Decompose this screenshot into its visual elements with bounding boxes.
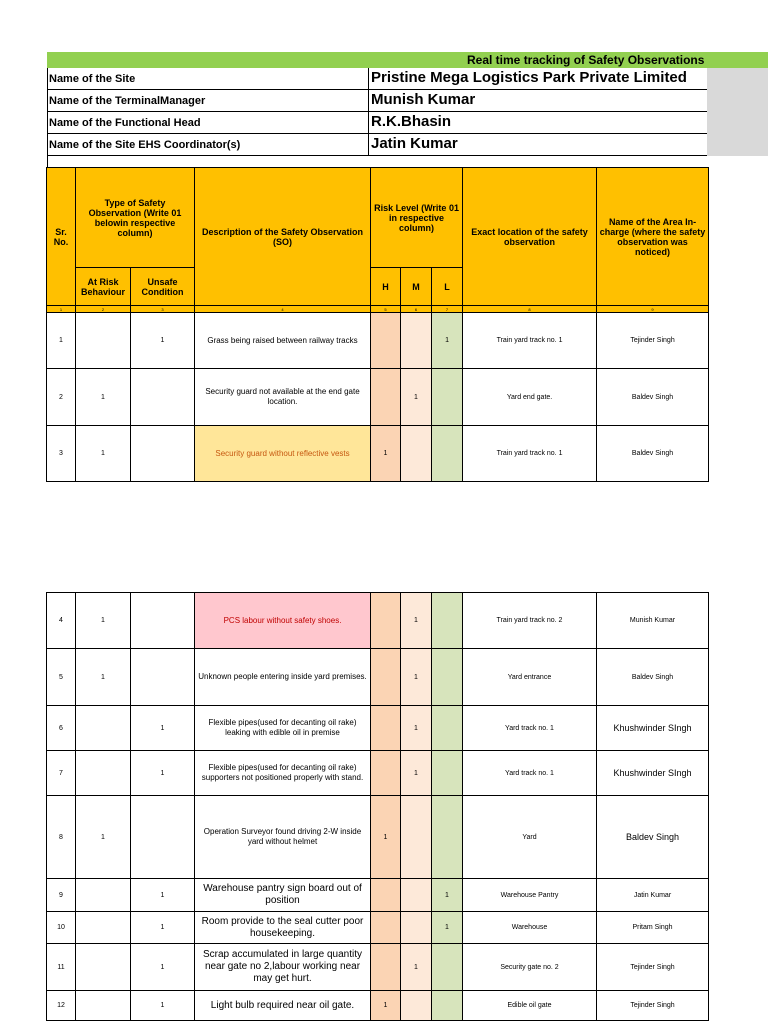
risk-l-cell [432, 426, 463, 482]
description-cell: Flexible pipes(used for decanting oil rake) supporters not positioned properly with stand. [195, 751, 371, 796]
at-risk-cell [76, 991, 131, 1021]
col-number: 5 [371, 306, 401, 313]
risk-h-cell [371, 593, 401, 649]
unsafe-cell [131, 593, 195, 649]
risk-l-cell: 1 [432, 912, 463, 944]
incharge-cell: Baldev Singh [597, 426, 709, 482]
risk-m-cell: 1 [401, 593, 432, 649]
risk-m-cell [401, 991, 432, 1021]
risk-h-cell [371, 879, 401, 912]
at-risk-cell [76, 706, 131, 751]
risk-l-cell [432, 751, 463, 796]
risk-l-cell: 1 [432, 879, 463, 912]
location-cell: Train yard track no. 2 [463, 593, 597, 649]
sr-no-cell: 4 [47, 593, 76, 649]
description-cell: Operation Surveyor found driving 2-W inside yard without helmet [195, 796, 371, 879]
risk-h-cell: 1 [371, 796, 401, 879]
location-cell: Security gate no. 2 [463, 944, 597, 991]
description-cell: Scrap accumulated in large quantity near gate no 2,labour working near may get hurt. [195, 944, 371, 991]
table-row [47, 593, 709, 649]
unsafe-cell [131, 796, 195, 879]
col-number: 3 [131, 306, 195, 313]
incharge-cell: Pritam Singh [597, 912, 709, 944]
at-risk-cell [76, 912, 131, 944]
table-row [47, 796, 709, 879]
col-number: 4 [195, 306, 371, 313]
at-risk-cell [76, 944, 131, 991]
risk-m-cell [401, 912, 432, 944]
sheet-title: Real time tracking of Safety Observations [467, 53, 705, 67]
at-risk-cell: 1 [76, 796, 131, 879]
risk-l-cell [432, 706, 463, 751]
risk-h-cell [371, 369, 401, 426]
risk-h-cell [371, 944, 401, 991]
sr-no-cell: 3 [47, 426, 76, 482]
table-row [47, 751, 709, 796]
description-cell: Room provide to the seal cutter poor housekeeping. [195, 912, 371, 944]
description-cell: Grass being raised between railway tracks [195, 313, 371, 369]
location-cell: Train yard track no. 1 [463, 313, 597, 369]
risk-l-cell [432, 369, 463, 426]
info-value-site: Pristine Mega Logistics Park Private Limited [368, 68, 707, 90]
info-label-site: Name of the Site [47, 68, 368, 90]
info-value-ehs-coordinator: Jatin Kumar [368, 134, 707, 156]
at-risk-cell [76, 751, 131, 796]
unsafe-cell [131, 649, 195, 706]
info-label-ehs-coordinator: Name of the Site EHS Coordinator(s) [47, 134, 368, 156]
info-label-functional-head: Name of the Functional Head [47, 112, 368, 134]
sr-no-cell: 1 [47, 313, 76, 369]
unsafe-cell: 1 [131, 751, 195, 796]
incharge-cell: Khushwinder SIngh [597, 706, 709, 751]
incharge-cell: Baldev Singh [597, 649, 709, 706]
incharge-cell: Tejinder Singh [597, 944, 709, 991]
description-cell: PCS labour without safety shoes. [195, 593, 371, 649]
risk-l-cell [432, 944, 463, 991]
table-row [47, 706, 709, 751]
location-cell: Yard track no. 1 [463, 706, 597, 751]
sr-no-cell: 6 [47, 706, 76, 751]
at-risk-cell: 1 [76, 426, 131, 482]
col-header-at-risk: At Risk Behaviour [76, 268, 131, 306]
risk-m-cell [401, 426, 432, 482]
unsafe-cell: 1 [131, 706, 195, 751]
incharge-cell: Munish Kumar [597, 593, 709, 649]
table-row [47, 649, 709, 706]
at-risk-cell: 1 [76, 649, 131, 706]
col-header-incharge: Name of the Area In-charge (where the safety observation was noticed) [597, 168, 709, 306]
info-value-functional-head: R.K.Bhasin [368, 112, 707, 134]
col-header-location: Exact location of the safety observation [463, 168, 597, 306]
table-row [47, 313, 709, 369]
description-cell: Warehouse pantry sign board out of position [195, 879, 371, 912]
risk-h-cell [371, 313, 401, 369]
table-row [47, 879, 709, 912]
risk-h-cell: 1 [371, 426, 401, 482]
observation-table-top [46, 167, 709, 482]
location-cell: Edible oil gate [463, 991, 597, 1021]
col-header-risk-level: Risk Level (Write 01 in respective column) [371, 168, 463, 268]
unsafe-cell: 1 [131, 991, 195, 1021]
info-label-terminal-manager: Name of the TerminalManager [47, 90, 368, 112]
incharge-cell: Baldev Singh [597, 796, 709, 879]
risk-l-cell: 1 [432, 313, 463, 369]
col-number: 8 [463, 306, 597, 313]
col-number: 9 [597, 306, 709, 313]
incharge-cell: Baldev Singh [597, 369, 709, 426]
at-risk-cell [76, 879, 131, 912]
unsafe-cell: 1 [131, 313, 195, 369]
col-header-l: L [432, 268, 463, 306]
sr-no-cell: 7 [47, 751, 76, 796]
col-header-h: H [371, 268, 401, 306]
risk-h-cell [371, 649, 401, 706]
col-number: 1 [47, 306, 76, 313]
risk-l-cell [432, 593, 463, 649]
risk-l-cell [432, 796, 463, 879]
col-header-type-of-so: Type of Safety Observation (Write 01 belowin respective column) [76, 168, 195, 268]
location-cell: Warehouse [463, 912, 597, 944]
table-row [47, 991, 709, 1021]
location-cell: Yard entrance [463, 649, 597, 706]
observation-table-bottom [46, 592, 709, 1021]
risk-m-cell [401, 313, 432, 369]
sr-no-cell: 10 [47, 912, 76, 944]
risk-h-cell [371, 706, 401, 751]
unsafe-cell [131, 426, 195, 482]
description-cell: Unknown people entering inside yard premises. [195, 649, 371, 706]
col-header-description: Description of the Safety Observation (SO) [195, 168, 371, 306]
at-risk-cell: 1 [76, 593, 131, 649]
description-cell: Security guard without reflective vests [195, 426, 371, 482]
description-cell: Security guard not available at the end gate location. [195, 369, 371, 426]
risk-m-cell [401, 796, 432, 879]
incharge-cell: Tejinder Singh [597, 313, 709, 369]
sr-no-cell: 5 [47, 649, 76, 706]
col-header-m: M [401, 268, 432, 306]
table-row [47, 369, 709, 426]
risk-h-cell [371, 751, 401, 796]
at-risk-cell: 1 [76, 369, 131, 426]
risk-h-cell: 1 [371, 991, 401, 1021]
sr-no-cell: 12 [47, 991, 76, 1021]
col-number: 2 [76, 306, 131, 313]
table-row [47, 944, 709, 991]
risk-m-cell: 1 [401, 369, 432, 426]
location-cell: Train yard track no. 1 [463, 426, 597, 482]
incharge-cell: Jatin Kumar [597, 879, 709, 912]
description-cell: Flexible pipes(used for decanting oil rake) leaking with edible oil in premise [195, 706, 371, 751]
col-header-unsafe: Unsafe Condition [131, 268, 195, 306]
location-cell: Yard track no. 1 [463, 751, 597, 796]
risk-m-cell: 1 [401, 706, 432, 751]
unsafe-cell: 1 [131, 879, 195, 912]
unsafe-cell [131, 369, 195, 426]
sr-no-cell: 11 [47, 944, 76, 991]
table-row [47, 426, 709, 482]
sr-no-cell: 2 [47, 369, 76, 426]
description-cell: Light bulb required near oil gate. [195, 991, 371, 1021]
incharge-cell: Khushwinder SIngh [597, 751, 709, 796]
sr-no-cell: 8 [47, 796, 76, 879]
sr-no-cell: 9 [47, 879, 76, 912]
risk-m-cell: 1 [401, 649, 432, 706]
risk-l-cell [432, 649, 463, 706]
location-cell: Warehouse Pantry [463, 879, 597, 912]
risk-m-cell: 1 [401, 751, 432, 796]
col-header-sr-no: Sr. No. [47, 168, 76, 306]
unsafe-cell: 1 [131, 944, 195, 991]
table-row [47, 912, 709, 944]
info-value-terminal-manager: Munish Kumar [368, 90, 707, 112]
grey-side-panel [707, 68, 768, 156]
incharge-cell: Tejinder Singh [597, 991, 709, 1021]
col-number: 7 [432, 306, 463, 313]
risk-m-cell [401, 879, 432, 912]
unsafe-cell: 1 [131, 912, 195, 944]
col-number: 6 [401, 306, 432, 313]
risk-m-cell: 1 [401, 944, 432, 991]
location-cell: Yard end gate. [463, 369, 597, 426]
risk-h-cell [371, 912, 401, 944]
location-cell: Yard [463, 796, 597, 879]
at-risk-cell [76, 313, 131, 369]
risk-l-cell [432, 991, 463, 1021]
